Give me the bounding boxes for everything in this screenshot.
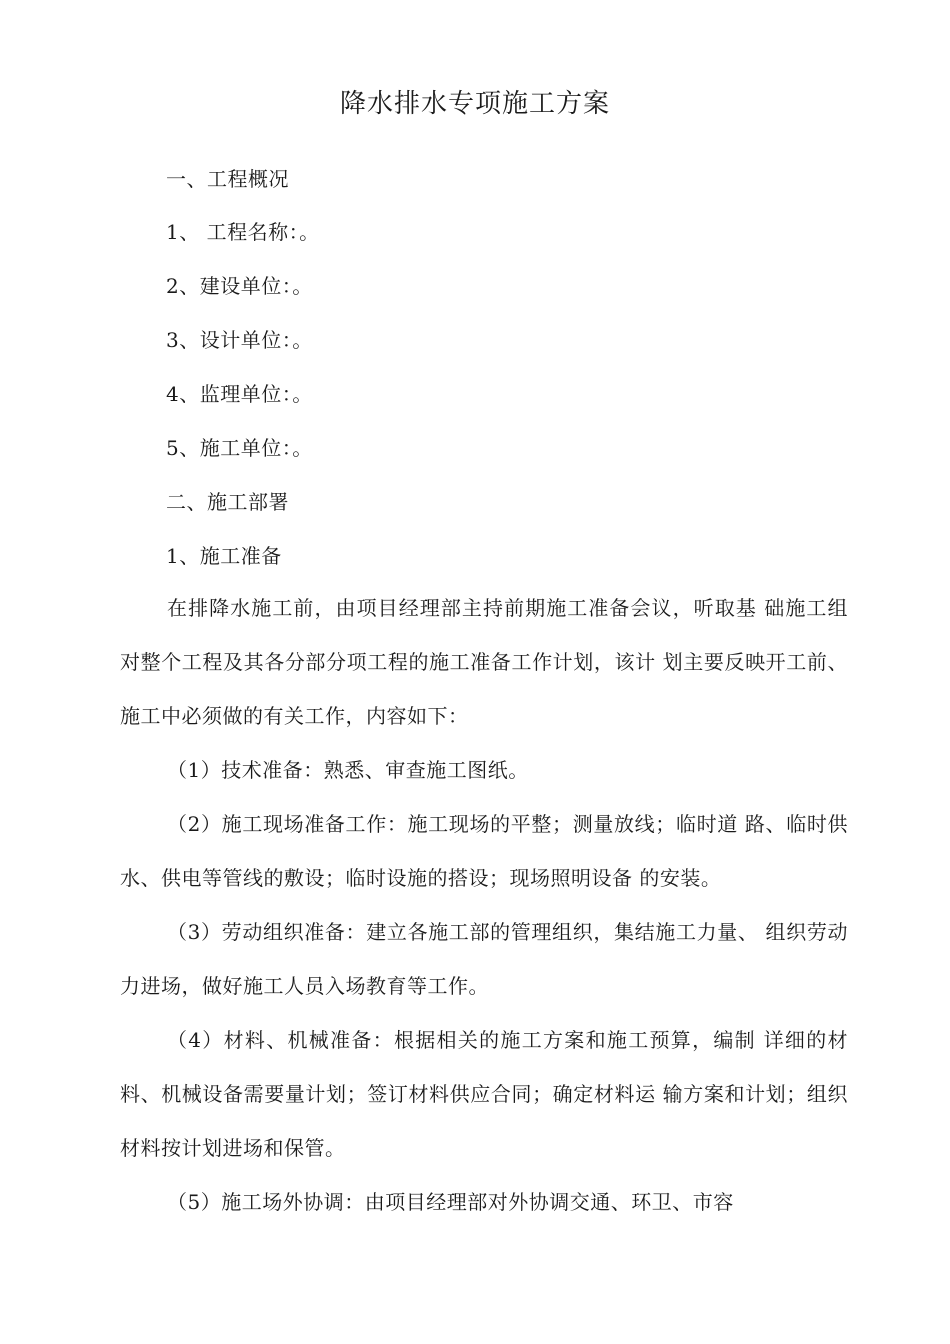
- document-title: 降水排水专项施工方案: [339, 89, 610, 119]
- paragraph-external-coordination: （5）施工场外协调：由项目经理部对外协调交通、环卫、市容: [167, 1190, 734, 1214]
- paragraph-labor-prep: （3）劳动组织准备：建立各施工部的管理组织，集结施工力量、 组织劳动力进场，做好施工人员入场教育等工作。: [120, 920, 848, 998]
- item-designer: 3、设计单位：。: [166, 328, 313, 352]
- paragraph-material-prep: （4）材料、机械准备：根据相关的施工方案和施工预算，编制 详细的材料、机械设备需要量计划；签订材料供应合同；确定材料运 输方案和计划；组织材料按计划进场和保管。: [120, 1028, 848, 1160]
- paragraph-site-prep: （2）施工现场准备工作：施工现场的平整；测量放线；临时道 路、临时供水、供电等管线的敷设；临时设施的搭设；现场照明设备 的安装。: [120, 812, 848, 890]
- item-owner: 2、建设单位：。: [166, 274, 313, 298]
- paragraph-technical-prep: （1）技术准备：熟悉、审查施工图纸。: [167, 758, 529, 782]
- section-heading-overview: 一、工程概况: [166, 167, 289, 191]
- subheading-preparation: 1、施工准备: [166, 544, 282, 568]
- paragraph-intro: 在排降水施工前，由项目经理部主持前期施工准备会议，听取基 础施工组对整个工程及其各分部分项工程的施工准备工作计划，该计 划主要反映开工前、施工中必须做的有关工作，内容如下：: [120, 596, 848, 728]
- item-supervisor: 4、监理单位：。: [166, 382, 313, 406]
- item-project-name: 1、 工程名称：。: [166, 220, 320, 244]
- item-contractor: 5、施工单位：。: [166, 436, 313, 460]
- section-heading-deployment: 二、施工部署: [166, 490, 289, 514]
